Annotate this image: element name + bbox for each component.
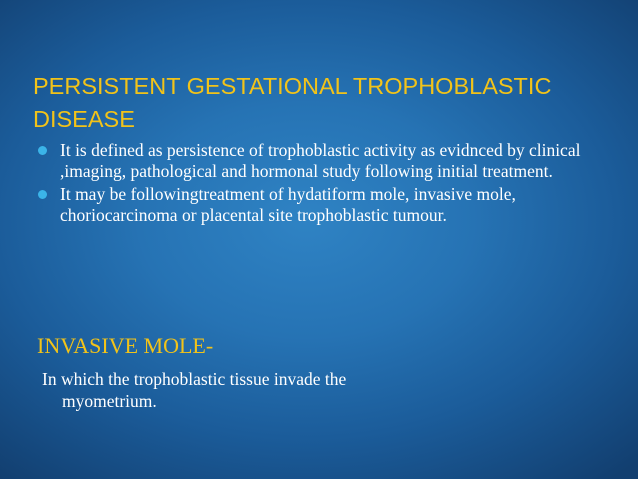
section-body [42,368,562,412]
section-body-line: In which the trophoblastic tissue invade the [42,369,347,389]
bullet-item [36,140,606,182]
slide-title: PERSISTENT GESTATIONAL TROPHOBLASTIC DISEASE [33,73,552,132]
bullet-dot-icon [38,190,47,199]
bullet-item [36,184,606,226]
bullet-list [36,140,606,228]
bullet-text: It is defined as persistence of trophoblastic activity as evidnced by clinical ,imaging, pathological and hormonal study following initial treatment. [60,140,581,181]
bullet-text: It may be followingtreatment of hydatiform mole, invasive mole, choriocarcinoma or placental site trophoblastic tumour. [60,184,516,225]
bullet-dot-icon [38,146,47,155]
section-heading: INVASIVE MOLE- [37,333,214,358]
section-body-line: myometrium. [62,391,157,411]
